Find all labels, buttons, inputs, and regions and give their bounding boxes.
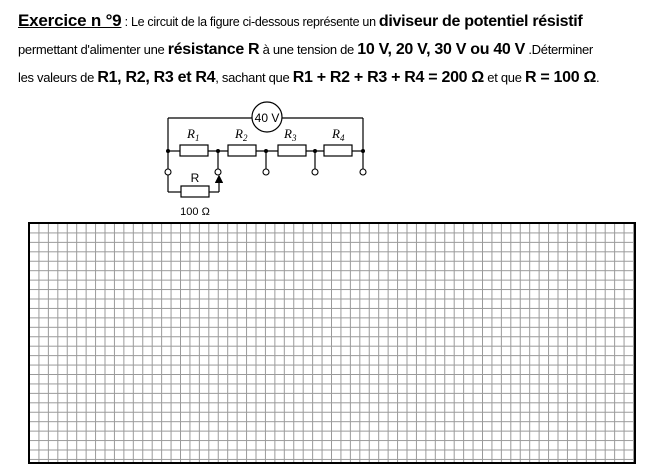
statement-line-2: permettant d'alimenter une résistance R à une tension de 10 V, 20 V, 30 V ou 40 V .Déterminer (18, 41, 593, 58)
key-term-voltages: 10 V, 20 V, 30 V ou 40 V (357, 41, 526, 58)
resistor-load (181, 186, 209, 197)
exercise-statement (18, 6, 648, 92)
r1-label: $R_1$ (187, 126, 200, 143)
statement-line-1: Exercice n °9 : Le circuit de la figure ci-dessous représente un diviseur de potentiel résistif (18, 11, 583, 30)
exercise-title: Exercice n °9 (18, 11, 122, 30)
resistor-r1 (180, 145, 208, 156)
resistor-r4 (324, 145, 352, 156)
circuit-diagram (160, 98, 420, 222)
graph-paper-answer-area[interactable] (28, 222, 636, 464)
r2-label: $R_2$ (235, 126, 248, 143)
load-label: R (190, 171, 200, 185)
r3-label: $R_3$ (284, 126, 297, 143)
load-value: 100 Ω (180, 206, 210, 218)
source-label: 40 V (254, 111, 280, 125)
statement-line-3: les valeurs de R1, R2, R3 et R4, sachant que R1 + R2 + R3 + R4 = 200 Ω et que R = 100 Ω. (18, 69, 600, 86)
key-term-resistance: résistance R (167, 41, 260, 58)
resistor-r3 (278, 145, 306, 156)
key-term-divider: diviseur de potentiel résistif (378, 13, 583, 30)
r4-label: $R_4$ (332, 126, 345, 143)
voltage-source (252, 102, 282, 132)
key-term-load: R = 100 Ω (524, 69, 596, 86)
key-term-sum: R1 + R2 + R3 + R4 = 200 Ω (292, 69, 484, 86)
resistor-r2 (228, 145, 256, 156)
